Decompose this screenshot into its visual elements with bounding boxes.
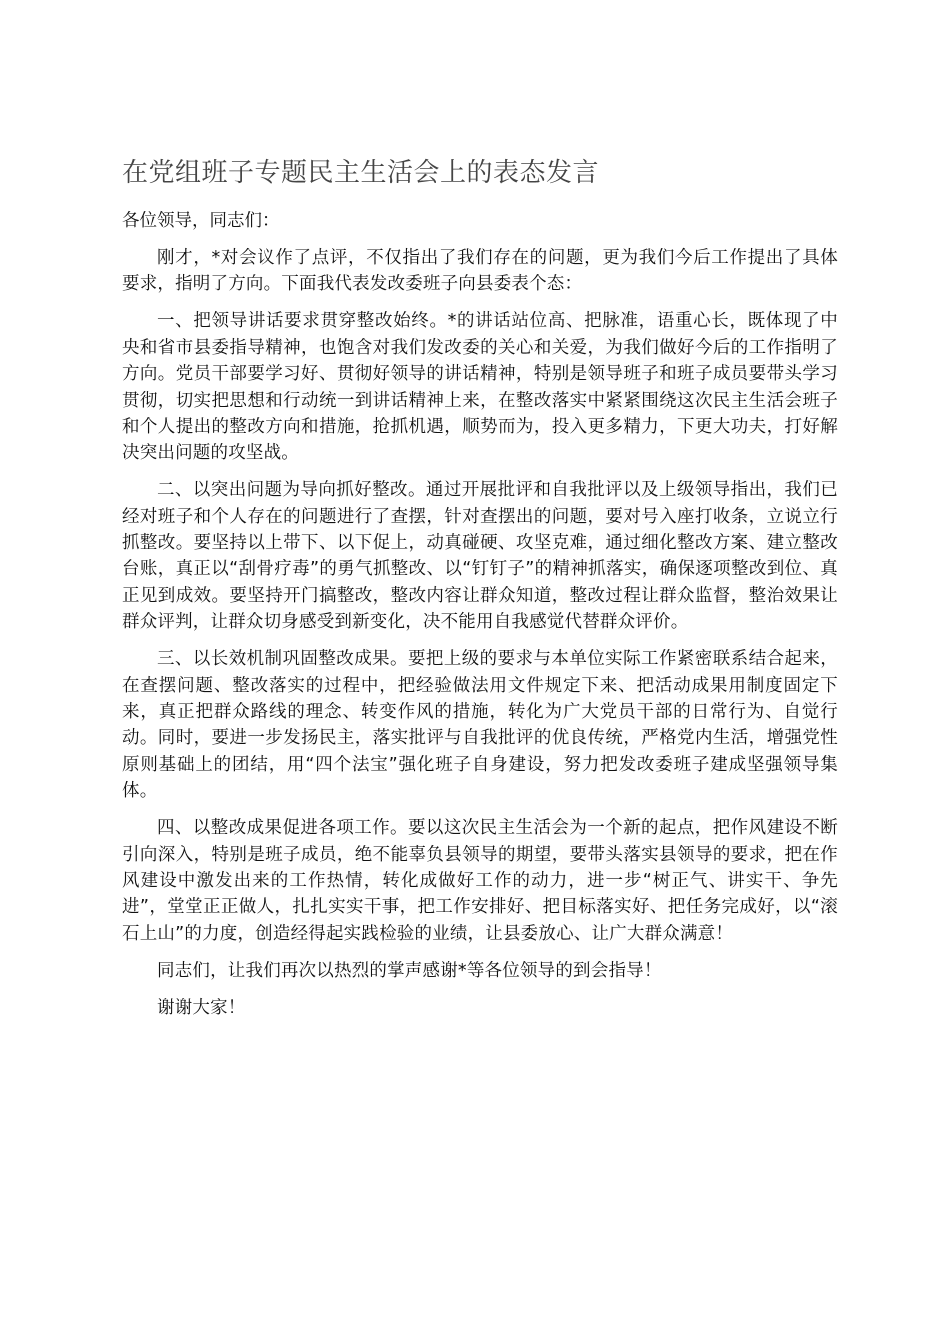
paragraph-point-4: 四、以整改成果促进各项工作。要以这次民主生活会为一个新的起点，把作风建设不断引向深入，特别是班子成员，绝不能辜负县领导的期望，要带头落实县领导的要求，把在作风建设中激发出来的工作热情，转化成做好工作的动力，进一步“树正气、讲实干、争先进”，堂堂正正做人，扎扎实实干事，把工作安排好、把目标落实好、把任务完成好，以“滚石上山”的力度，创造经得起实践检验的业绩，让县委放心、让广大群众满意！	[122, 818, 838, 944]
paragraph-point-1: 一、把领导讲话要求贯穿整改始终。*的讲话站位高、把脉准，语重心长，既体现了中央和省市县委指导精神，也饱含对我们发改委的关心和关爱，为我们做好今后的工作指明了方向。党员干部要学习好、贯彻好领导的讲话精神，特别是领导班子和班子成员要带头学习贯彻，切实把思想和行动统一到讲话精神上来，在整改落实中紧紧围绕这次民主生活会班子和个人提出的整改方向和措施，抢抓机遇，顺势而为，投入更多精力，下更大功夫，打好解决突出问题的攻坚战。	[122, 311, 838, 464]
paragraph-point-3: 三、以长效机制巩固整改成果。要把上级的要求与本单位实际工作紧密联系结合起来，在查摆问题、整改落实的过程中，把经验做法用文件规定下来、把活动成果用制度固定下来，真正把群众路线的理念、转变作风的措施，转化为广大党员干部的日常行为、自觉行动。同时，要进一步发扬民主，落实批评与自我批评的优良传统，严格党内生活，增强党性原则基础上的团结，用“四个法宝”强化班子自身建设，努力把发改委班子建成坚强领导集体。	[122, 649, 838, 802]
paragraph-thanks: 谢谢大家！	[157, 997, 246, 1018]
salutation: 各位领导，同志们：	[122, 211, 280, 231]
document-body	[122, 245, 838, 1031]
paragraph-opening: 刚才，*对会议作了点评，不仅指出了我们存在的问题，更为我们今后工作提出了具体要求，指明了方向。下面我代表发改委班子向县委表个态：	[122, 248, 838, 295]
paragraph-point-2: 二、以突出问题为导向抓好整改。通过开展批评和自我批评以及上级领导指出，我们已经对班子和个人存在的问题进行了查摆，针对查摆出的问题，要对号入座打收条，立说立行抓整改。要坚持以上带下、以下促上，动真碰硬、攻坚克难，通过细化整改方案、建立整改台账，真正以“刮骨疗毒”的勇气抓整改、以“钉钉子”的精神抓落实，确保逐项整改到位、真正见到成效。要坚持开门搞整改，整改内容让群众知道，整改过程让群众监督，整治效果让群众评判，让群众切身感受到新变化，决不能用自我感觉代替群众评价。	[122, 480, 838, 633]
paragraph-closing: 同志们，让我们再次以热烈的掌声感谢*等各位领导的到会指导！	[157, 960, 662, 981]
document-title: 在党组班子专题民主生活会上的表态发言	[122, 158, 600, 188]
